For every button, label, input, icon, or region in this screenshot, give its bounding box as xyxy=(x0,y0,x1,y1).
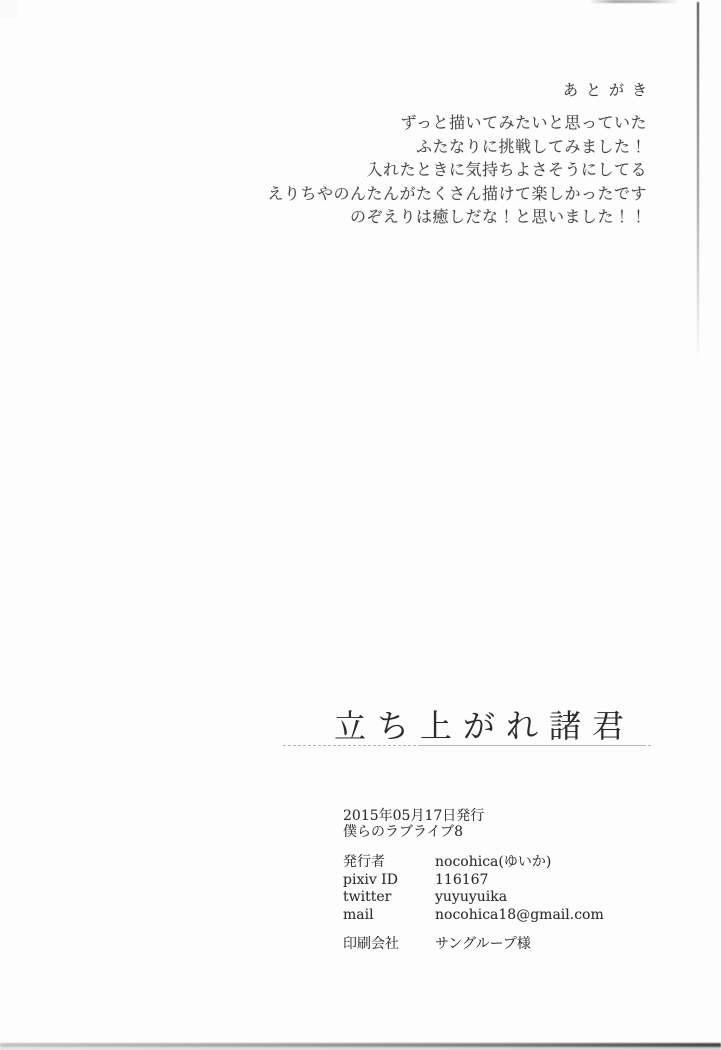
publication-series: 僕らのラブライブ8 xyxy=(343,824,464,840)
afterword-line: えりちやのんたんがたくさん描けて楽しかったです xyxy=(267,183,647,203)
afterword-lines xyxy=(267,111,647,229)
credit-row-twitter xyxy=(343,889,604,907)
credit-row-mail xyxy=(343,907,604,925)
credit-rows xyxy=(343,854,604,954)
credit-row-publisher xyxy=(343,854,604,872)
afterword-line: ずっと描いてみたいと思っていた xyxy=(400,113,647,132)
credit-label: 印刷会社 xyxy=(343,936,399,952)
scan-artifact-right-edge-line xyxy=(697,2,699,360)
credit-row-printer xyxy=(343,936,604,954)
credit-label: twitter xyxy=(343,889,392,905)
afterword-line: ふたなりに挑戦してみました！ xyxy=(415,136,647,156)
doujin-title: 立ち上がれ諸君 xyxy=(334,707,636,745)
publication-date: 2015年05月17日発行 xyxy=(343,808,485,824)
credit-value: nocohica(ゆいか) xyxy=(435,854,552,870)
credit-row-pixiv xyxy=(343,872,604,890)
credit-value: yuyuyuika xyxy=(435,889,508,905)
credit-label: 発行者 xyxy=(343,854,385,870)
scan-corner-tint xyxy=(0,0,18,18)
credit-value: 116167 xyxy=(435,871,489,888)
scan-artifact-top-streak xyxy=(588,0,680,3)
scan-artifact-bottom-edge xyxy=(0,1043,721,1047)
credit-value: nocohica18@gmail.com xyxy=(435,906,604,923)
title-underline-solid-segment xyxy=(418,745,644,746)
afterword-heading: あとがき xyxy=(562,81,655,99)
publication-section xyxy=(343,808,604,954)
credit-value: サングループ様 xyxy=(435,936,531,952)
afterword-section xyxy=(267,79,655,229)
credit-label: pixiv ID xyxy=(343,871,398,888)
credit-label: mail xyxy=(343,906,374,923)
afterword-line: 入れたときに気持ちよさそうにしてる xyxy=(366,160,647,179)
afterword-line: のぞえりは癒しだな！と思いました！！ xyxy=(349,207,647,226)
